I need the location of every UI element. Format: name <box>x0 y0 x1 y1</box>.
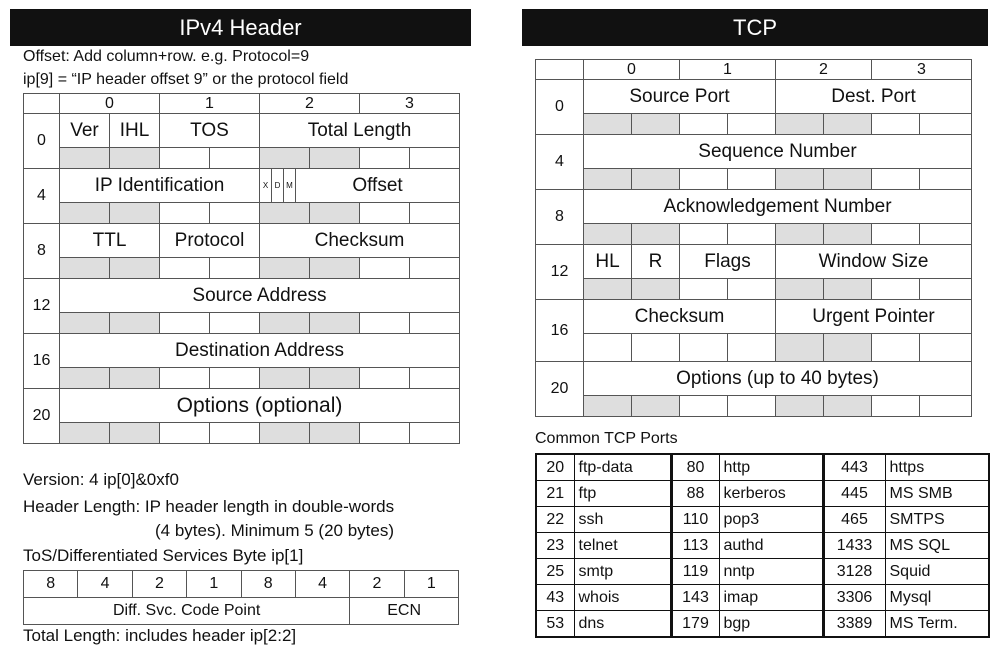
ports-title: Common TCP Ports <box>535 430 678 447</box>
options-field: Options (optional) <box>60 389 460 423</box>
port-service: telnet <box>574 533 671 559</box>
ttl-field: TTL <box>60 224 160 258</box>
port-number: 1433 <box>823 533 885 559</box>
row-offset: 8 <box>536 190 584 245</box>
port-service: pop3 <box>719 507 823 533</box>
port-service: authd <box>719 533 823 559</box>
column-header: 0 <box>60 94 160 114</box>
port-service: kerberos <box>719 481 823 507</box>
ipv4-offset-note: Offset: Add column+row. e.g. Protocol=9 <box>23 48 310 65</box>
column-header: 0 <box>584 60 680 80</box>
row-offset: 4 <box>536 135 584 190</box>
port-service: ssh <box>574 507 671 533</box>
source-port-field: Source Port <box>584 80 776 114</box>
tcp-title: TCP <box>733 14 777 40</box>
column-header: 3 <box>872 60 972 80</box>
port-service: MS SMB <box>885 481 989 507</box>
row-offset: 8 <box>24 224 60 279</box>
row-offset: 20 <box>24 389 60 444</box>
column-header: 2 <box>776 60 872 80</box>
reserved-field: R <box>632 245 680 279</box>
header-length-note: Header Length: IP header length in double-words <box>23 497 395 516</box>
port-service: dns <box>574 611 671 638</box>
source-address-field: Source Address <box>60 279 460 313</box>
port-number: 113 <box>671 533 719 559</box>
port-number: 23 <box>536 533 574 559</box>
port-number: 43 <box>536 585 574 611</box>
port-row <box>536 533 989 559</box>
port-number: 3128 <box>823 559 885 585</box>
row-offset: 4 <box>24 169 60 224</box>
port-row <box>536 611 989 638</box>
window-size-field: Window Size <box>776 245 972 279</box>
sequence-number-field: Sequence Number <box>584 135 972 169</box>
port-number: 21 <box>536 481 574 507</box>
tos-field: TOS <box>160 114 260 148</box>
port-service: imap <box>719 585 823 611</box>
ipv4-header-table <box>23 93 460 444</box>
tos-bit: 4 <box>295 571 349 598</box>
port-number: 143 <box>671 585 719 611</box>
port-row <box>536 454 989 481</box>
column-header: 1 <box>680 60 776 80</box>
port-service: nntp <box>719 559 823 585</box>
port-number: 22 <box>536 507 574 533</box>
column-header: 2 <box>260 94 360 114</box>
flag-d: D <box>272 169 284 202</box>
tos-bit: 8 <box>24 571 78 598</box>
version-note: Version: 4 ip[0]&0xf0 <box>23 470 179 489</box>
port-row <box>536 585 989 611</box>
total-length-field: Total Length <box>260 114 460 148</box>
port-service: ftp-data <box>574 454 671 481</box>
row-offset: 0 <box>536 80 584 135</box>
port-number: 443 <box>823 454 885 481</box>
row-offset: 12 <box>536 245 584 300</box>
tos-bit: 1 <box>404 571 458 598</box>
port-number: 3306 <box>823 585 885 611</box>
protocol-field: Protocol <box>160 224 260 258</box>
tcp-title-banner <box>522 9 988 46</box>
column-header: 3 <box>360 94 460 114</box>
row-offset: 16 <box>24 334 60 389</box>
port-service: MS SQL <box>885 533 989 559</box>
ip-identification-field: IP Identification <box>60 169 260 203</box>
destination-address-field: Destination Address <box>60 334 460 368</box>
checksum-field: Checksum <box>260 224 460 258</box>
row-offset: 0 <box>24 114 60 169</box>
flag-x: X <box>260 169 272 202</box>
tos-bit: 8 <box>241 571 295 598</box>
port-service: http <box>719 454 823 481</box>
port-row <box>536 507 989 533</box>
flag-m: M <box>284 169 296 202</box>
port-service: SMTPS <box>885 507 989 533</box>
port-number: 25 <box>536 559 574 585</box>
ecn-field: ECN <box>350 598 459 625</box>
total-length-note: Total Length: includes header ip[2:2] <box>23 626 297 645</box>
dest-port-field: Dest. Port <box>776 80 972 114</box>
port-number: 20 <box>536 454 574 481</box>
tos-bit: 2 <box>350 571 404 598</box>
port-number: 80 <box>671 454 719 481</box>
row-offset: 20 <box>536 362 584 417</box>
port-service: smtp <box>574 559 671 585</box>
fragment-offset-field: Offset <box>352 174 403 196</box>
port-service: https <box>885 454 989 481</box>
tcp-header-table <box>535 59 972 417</box>
flags-offset-cell <box>260 169 460 203</box>
row-offset: 16 <box>536 300 584 362</box>
options-field: Options (up to 40 bytes) <box>584 362 972 396</box>
flags-field: Flags <box>680 245 776 279</box>
port-number: 445 <box>823 481 885 507</box>
ack-number-field: Acknowledgement Number <box>584 190 972 224</box>
port-number: 110 <box>671 507 719 533</box>
header-length-note-2: (4 bytes). Minimum 5 (20 bytes) <box>155 521 395 540</box>
urgent-pointer-field: Urgent Pointer <box>776 300 972 334</box>
port-number: 465 <box>823 507 885 533</box>
version-field: Ver <box>60 114 110 148</box>
port-service: MS Term. <box>885 611 989 638</box>
port-number: 88 <box>671 481 719 507</box>
column-header: 1 <box>160 94 260 114</box>
hl-field: HL <box>584 245 632 279</box>
corner-cell <box>536 60 584 80</box>
port-service: whois <box>574 585 671 611</box>
port-number: 3389 <box>823 611 885 638</box>
ipv4-example-note: ip[9] = “IP header offset 9” or the protocol field <box>23 71 349 88</box>
ipv4-title: IPv4 Header <box>179 14 302 40</box>
port-row <box>536 559 989 585</box>
ipv4-title-banner <box>10 9 471 46</box>
port-service: Mysql <box>885 585 989 611</box>
corner-cell <box>24 94 60 114</box>
ports-table <box>535 453 990 638</box>
checksum-field: Checksum <box>584 300 776 334</box>
port-service: Squid <box>885 559 989 585</box>
tos-bit: 4 <box>78 571 132 598</box>
port-number: 119 <box>671 559 719 585</box>
tos-bit: 2 <box>132 571 186 598</box>
dscp-field: Diff. Svc. Code Point <box>24 598 350 625</box>
ihl-field: IHL <box>110 114 160 148</box>
port-service: ftp <box>574 481 671 507</box>
port-number: 179 <box>671 611 719 638</box>
port-row <box>536 481 989 507</box>
port-service: bgp <box>719 611 823 638</box>
port-number: 53 <box>536 611 574 638</box>
tos-title: ToS/Differentiated Services Byte ip[1] <box>23 546 304 565</box>
row-offset: 12 <box>24 279 60 334</box>
tos-bit: 1 <box>187 571 241 598</box>
tos-byte-table <box>23 570 459 625</box>
